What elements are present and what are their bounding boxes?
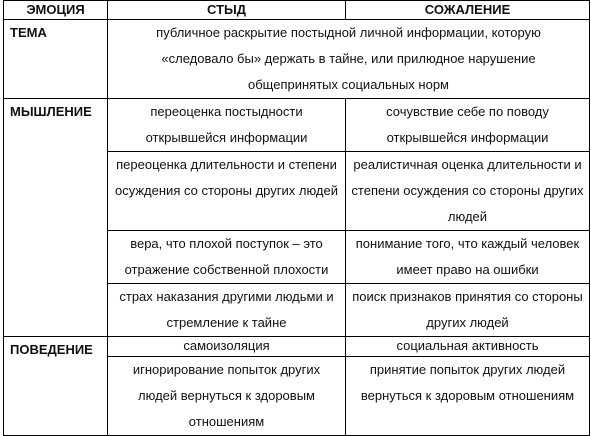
thinking-shame-4: страх наказания другими людьми и стремление к тайне	[108, 284, 346, 337]
thinking-label: МЫШЛЕНИЕ	[4, 99, 108, 337]
thinking-shame-1: переоценка постыдности открывшейся информации	[108, 99, 346, 152]
header-shame: СТЫД	[108, 1, 346, 20]
thinking-shame-3: вера, что плохой поступок – это отражение собственной плохости	[108, 231, 346, 284]
behavior-shame-2: игнорирование попыток других людей вернуться к здоровым отношениям	[108, 357, 346, 436]
thinking-row-1	[4, 99, 590, 152]
thinking-regret-1: сочувствие себе по поводу открывшейся информации	[346, 99, 590, 152]
thinking-regret-3: понимание того, что каждый человек имеет право на ошибки	[346, 231, 590, 284]
header-emotion: ЭМОЦИЯ	[4, 1, 108, 20]
thinking-regret-2: реалистичная оценка длительности и степени осуждения со стороны других людей	[346, 152, 590, 231]
behavior-regret-1: социальная активность	[346, 337, 590, 357]
thinking-shame-2: переоценка длительности и степени осуждения со стороны других людей	[108, 152, 346, 231]
theme-label: ТЕМА	[4, 20, 108, 99]
behavior-shame-1: самоизоляция	[108, 337, 346, 357]
theme-text: публичное раскрытие постыдной личной информации, которую «следовало бы» держать в тайне, или прилюдное нарушение общепринятых социальных норм	[108, 20, 590, 99]
header-regret: СОЖАЛЕНИЕ	[346, 1, 590, 20]
header-row	[4, 1, 590, 20]
behavior-regret-2: принятие попыток других людей вернуться к здоровым отношениям	[346, 357, 590, 436]
emotion-comparison-table	[3, 0, 590, 436]
behavior-label: ПОВЕДЕНИЕ	[4, 337, 108, 436]
thinking-regret-4: поиск признаков принятия со стороны других людей	[346, 284, 590, 337]
behavior-row-1	[4, 337, 590, 357]
theme-row	[4, 20, 590, 99]
